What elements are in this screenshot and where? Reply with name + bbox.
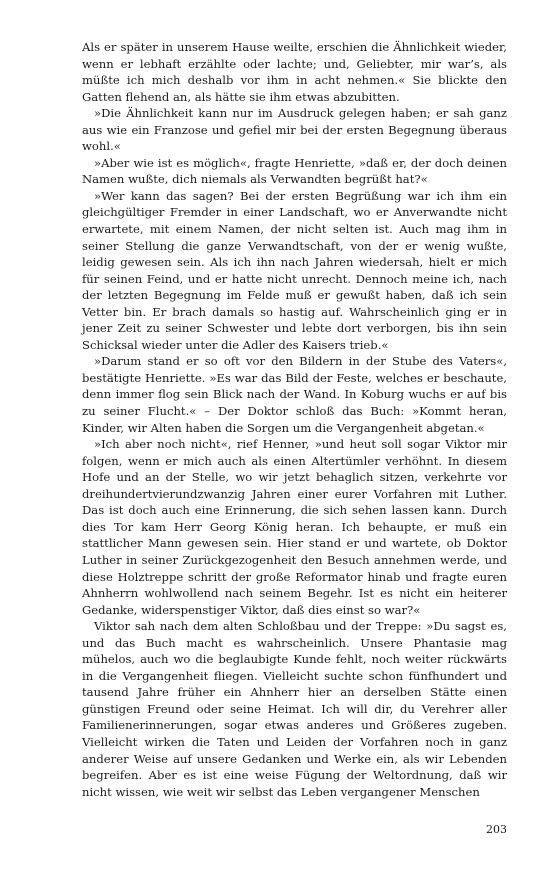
page-number: 203 [486,823,507,836]
paragraph: »Die Ähnlichkeit kann nur im Ausdruck gelegen haben; er sah ganz aus wie ein Franzose und gefiel mir bei der ersten Begegnung überaus wohl.« [82,106,507,154]
paragraph: Als er später in unserem Hause weilte, erschien die Ähnlichkeit wieder, wenn er lebhaft erzählte oder lachte; und, Geliebter, mir war’s, als müßte ich mich deshalb vor ihm in acht nehmen.« Sie blickte den Gatten flehend an, als hätte sie ihm etwas abzubitten. [82,40,507,104]
paragraph: »Ich aber noch nicht«, rief Henner, »und heut soll sogar Viktor mir folgen, wenn er mich auch als einen Altertümler verhöhnt. In diesem Hofe und an der Stelle, wo wir jetzt behaglich sitzen, verkehrte vor dreihundertvierundzwanzig Jahren einer eurer Vorfahren mit Luther. Das ist doch auch eine Erinnerung, die sich sehen lassen kann. Durch dies Tor kam Herr Georg König heran. Ich behaupte, er muß ein stattlicher Mann gewesen sein. Hier stand er und wartete, ob Doktor Luther in seiner Zurückgezogenheit den Besuch annehmen werde, und diese Holztreppe schritt der große Reformator hinab und fragte euren Ahnherrn wohlwollend nach seinem Begehr. Ist es nicht ein heiterer Gedanke, widerspenstiger Viktor, daß dies einst so war?« [82,437,507,617]
body-text [82,39,507,800]
paragraph: »Wer kann das sagen? Bei der ersten Begrüßung war ich ihm ein gleichgültiger Fremder in einer Landschaft, wo er Anverwandte nicht erwartete, mit einem Namen, der nicht selten ist. Auch mag ihm in seiner Stellung die ganze Verwandtschaft, von der er wenig wußte, leidig gewesen sein. Als ich ihn nach Jahren wiedersah, hielt er mich für seinen Feind, und er hatte nicht unrecht. Dennoch meine ich, nach der letzten Begegnung im Felde muß er gewußt haben, daß ich sein Vetter bin. Er brach damals so hastig auf. Wahrscheinlich ging er in jener Zeit zu seiner Schwester und lebte dort verborgen, bis ihn sein Schicksal wieder unter die Adler des Kaisers trieb.« [82,188,507,352]
paragraph: »Aber wie ist es möglich«, fragte Henriette, »daß er, der doch deinen Namen wußte, dich niemals als Verwandten begrüßt hat?« [82,155,507,187]
paragraph: Viktor sah nach dem alten Schloßbau und der Treppe: »Du sagst es, und das Buch macht es wahrscheinlich. Unsere Phantasie mag mühelos, auch wo die beglaubigte Kunde fehlt, noch weiter rückwärts in die Vergangenheit fliegen. Vielleicht suchte schon fünfhundert und tausend Jahre früher ein Ahnherr hier an derselben Stätte einen günstigen Freund oder seine Heimat. Ich will dir, du Verehrer aller Familienerinnerungen, sogar etwas anderes und Größeres zugeben. Vielleicht wirken die Taten und Leiden der Vorfahren noch in ganz anderer Weise auf unsere Gedanken und Werke ein, als wir Lebenden begreifen. Aber es ist eine weise Fügung der Weltordnung, daß wir nicht wissen, wie weit wir selbst das Leben vergangener Menschen [82,619,507,799]
paragraph: »Darum stand er so oft vor den Bildern in der Stube des Vaters«, bestätigte Henriette. »Es war das Bild der Feste, welches er beschaute, denn immer flog sein Blick nach der Wand. In Koburg wuchs er auf bis zu seiner Flucht.« – Der Doktor schloß das Buch: »Kommt heran, Kinder, wir Alten haben die Sorgen um die Vergangenheit abgetan.« [82,354,507,435]
